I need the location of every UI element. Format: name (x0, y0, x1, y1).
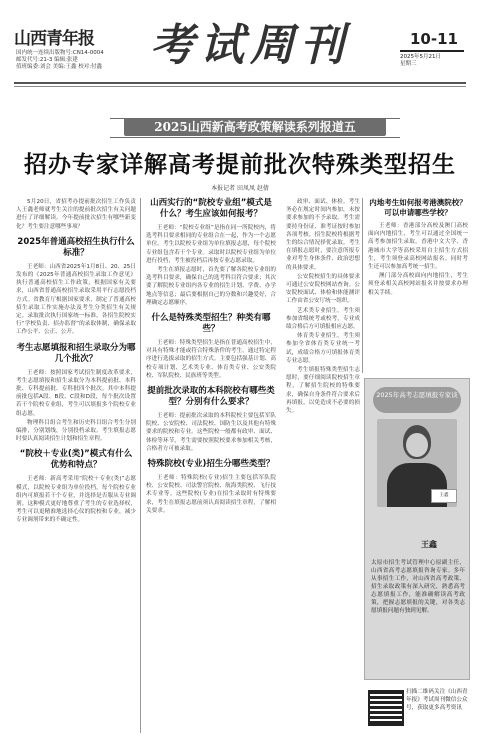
subheading: 2025年普通高校招生执行什么标准？ (17, 236, 135, 258)
paragraph: 考生在填报志愿时，首先要了解各院校专业组的选考科目要求，确保自己的选考科目符合要求；其次要了解院校专业组内各专业的招生计划、学费、办学地点等信息；最后要根据自己的分数和兴趣爱好，合理确定志愿顺序。 (146, 267, 276, 306)
column-divider (140, 198, 141, 733)
divider (14, 82, 466, 84)
issue-date (400, 54, 464, 68)
article-column-4 (368, 198, 468, 298)
subheading: 特殊院校(专业)招生分哪些类型？ (147, 459, 275, 470)
paragraph: 王老师：山西省2025年1月8日、20、25日发布的《2025年普通高校招生录取工作意见》执行普通高校招生工作政策，根据国家有关要求，山西省普通高校招生录取采用平行志愿投档方式。省教育厅根据国家要求，制定了普通高校招生录取工作实施办法及考生分类招生有关规定。录取批次执行国家统一标准，各招生院校实行“学校负责、招办监督”的录取体制，确保录取工作公平、公正、公开。 (16, 263, 136, 336)
meta-line: 值班编委:刘会 美编:王鑫 校对:付鑫 (16, 64, 103, 70)
paragraph: 考生填报特殊类型招生志愿时，要仔细阅读院校招生章程，了解招生院校的特殊要求，确保自身条件符合要求后再填报，以免造成不必要的损失。 (286, 367, 360, 415)
paragraph: 王老师：按照国家考试招生制度改革要求，考生志愿填报和招生录取分为本科提前批、本科批、专科提前批、专科批四个批次。其中本科提前批包括A段、B段、C段和D段，每个批次设置若干个院校专业组，考生可以填报多个院校专业组志愿。 (16, 369, 136, 417)
meta-line: 国内统一连续出版物号:CN14-0004 (16, 50, 104, 56)
date-line: 2025年5月21日 (400, 54, 441, 60)
name-sign: 王鑫 (431, 489, 457, 503)
subheading: 内地考生如何报考港澳院校？可以申请哪些学校？ (369, 198, 467, 217)
byline: 本报记者 田凤凤 赵倩 (211, 185, 269, 192)
article-column-1 (16, 198, 136, 526)
publication-meta (16, 50, 166, 71)
subheading: “院校＋专业(类)”模式有什么优势和特点？ (19, 449, 133, 471)
masthead (0, 0, 480, 96)
paragraph: 王老师：特殊院校(专业)招生主要包括军队院校、公安院校、司法警官院校、航海类院校、飞行技术专业等。这些院校(专业)在招生录取时有特殊要求，考生在填报志愿前须认真阅读招生章程，了解相关要求。 (146, 475, 276, 514)
expert-description: 太原市招生考试管理中心原副主任，山西省高考志愿填报咨询专家。多年从事招生工作，对山西省高考政策、招生录取政策有深入研究，熟悉高考志愿填报工作，能准确解读高考政策，把握志愿填报的关键，对各类志愿填报问题有独到见解。 (371, 560, 465, 614)
page-numbers: 10-11 (410, 30, 458, 48)
newspaper-logo: 山西青年报 (14, 29, 94, 49)
paragraph: 体育类专业招生，考生须参加全省体育类专业统一考试，成绩合格方可填报体育类专业志愿。 (286, 333, 360, 364)
paragraph: 政审、面试、体检。考生务必在规定时间内参加，未按要求参加的不予录取。考生需要持身份证、准考证按时参加各项考核。招生院校将根据考生的综合情况择优录取。考生在填报志愿时，要注意所报专业对考生身体条件、政治思想的具体要求。 (286, 199, 360, 271)
subheading: 山西实行的“院校专业组”模式是什么？考生应该如何报考？ (150, 198, 272, 219)
qr-code-icon[interactable] (368, 690, 404, 726)
paragraph: 王老师：新高考采用“院校＋专业(类)”志愿模式，以院校专业组为单位投档，每个院校专业组内可填报若干个专业，并选择是否服从专业调剂。这种模式更好地尊重了考生的专业选择权，考生可以更精准地选择心仪的院校和专业，减少专业调剂带来的不确定性。 (16, 476, 136, 524)
subheading: 考生志愿填报和招生录取分为哪几个批次？ (16, 342, 136, 364)
divider (14, 86, 466, 87)
series-banner: 2025山西新高考政策解读系列报道五 (124, 118, 386, 136)
paragraph: 公安院校招生的具体要求可通过公安院校网站查询。公安院校面试、体检和体能测评工作由省公安厅统一组织。 (286, 273, 360, 305)
expert-photo (377, 419, 457, 507)
paragraph: 王老师：“院校专业组”是指在同一所院校内，将选考科目要求相同的专业组合在一起，作为一个志愿单位。考生以院校专业组为单位填报志愿，每个院校专业组包含若干个专业。录取时以院校专业组为单位进行投档，考生被投档后再按专业志愿录取。 (146, 225, 276, 264)
paragraph: 艺术类专业招生，考生须参加省级统考或校考，专业成绩合格后方可填报相应志愿。 (286, 307, 360, 331)
divider (400, 50, 464, 52)
date-line: 星期三 (400, 61, 417, 67)
card-title: 2025年高考志愿填报专家谈 (373, 387, 461, 413)
section-title: 考试周刊 (150, 20, 350, 71)
paragraph: 王老师：特殊类型招生是指在普通高校招生中，对具有特殊才能或符合特殊条件的考生，通过特定程序进行选拔录取的招生方式。主要包括强基计划、高校专项计划、艺术类专业、体育类专业、公安类院校、军队院校、民族班等类型。 (146, 340, 276, 379)
qr-caption: 扫描二维码关注《山西青年报》考试周刊微信公众号，获取更多高考资讯 (406, 689, 468, 711)
paragraph: 物理科目组合考生和历史科目组合考生分别编排，分别划线，分别投档录取。考生填报志愿时要认真阅读招生计划和招生章程。 (16, 419, 136, 443)
paragraph: 澳门部分高校面向内地招生，考生须登录相关高校网站报名并按要求办理相关手续。 (368, 273, 468, 296)
person-face (406, 433, 428, 457)
expert-name: 王鑫 (421, 540, 437, 549)
meta-line: 邮发代号:21-3 编辑:张建 (16, 57, 78, 63)
paragraph: 王老师：香港部分高校及澳门高校面向内地招生，考生可以通过全国统一高考参加招生录取。香港中文大学、香港城市大学等高校采用自主招生方式招生，考生须登录高校网站报名。同时考生还可以参加高考统一招生。 (368, 223, 468, 271)
intro-paragraph: 5月20日，省招考办提前批次招生工作负责人王鑫老师就考生关注的提前批次招生有关问题进行了详细解读。今年提前批次招生有哪些新变化？考生要注意哪些事项？ (16, 199, 136, 230)
expert-card (364, 378, 470, 680)
subheading: 提前批次录取的本科院校有哪些类型？分别有什么要求？ (147, 386, 275, 408)
main-headline: 招办专家详解高考提前批次特殊类型招生 (24, 152, 456, 178)
subheading: 什么是特殊类型招生？种类有哪些？ (151, 313, 271, 335)
article-column-2 (146, 198, 276, 516)
paragraph: 王老师：提前批次录取的本科院校主要包括军队院校、公安院校、司法院校、国防生以及其他有特殊要求的院校和专业。这些院校一般都有政审、面试、体检等环节，考生需要按照院校要求参加相关考核，合格者方可被录取。 (146, 413, 276, 452)
article-column-3 (286, 198, 360, 416)
column-divider (362, 198, 363, 373)
